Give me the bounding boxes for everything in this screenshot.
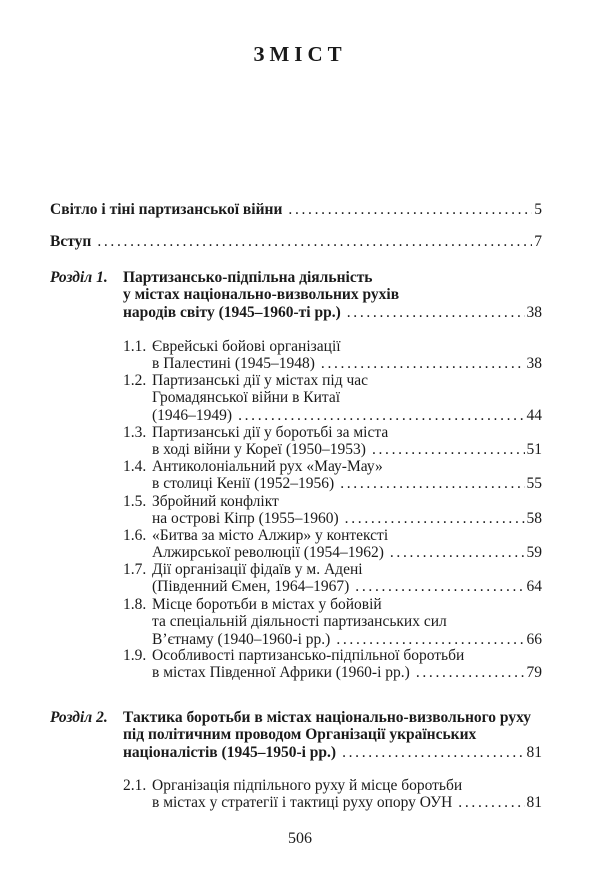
entry-title-line: Партизансько-підпільна діяльність (123, 269, 373, 286)
toc-entry-foreword[interactable] (50, 201, 542, 218)
dot-leader (321, 355, 525, 372)
entry-page: 55 (526, 475, 542, 493)
entry-page: 81 (526, 794, 542, 812)
entry-page: 66 (526, 630, 542, 648)
section-number: 1.6. (123, 527, 147, 544)
section-number: 1.3. (123, 424, 147, 441)
entry-title-line: націоналістів (1945–1950-і рр.) (123, 743, 337, 761)
section-number: 1.9. (123, 647, 147, 664)
entry-title-line: В’єтнаму (1940–1960-і рр.) (152, 630, 331, 648)
entry-title-line: Особливості партизансько-підпільної боротьби (152, 647, 465, 664)
dot-leader (238, 407, 524, 424)
toc-entry-introduction[interactable] (50, 233, 542, 250)
entry-title-line: Дії організації фідаїв у м. Адені (152, 561, 363, 578)
dot-leader (288, 201, 532, 218)
entry-title-line: Партизанські дії у боротьбі за міста (152, 424, 389, 441)
section-number: 1.4. (123, 458, 147, 475)
entry-page: 59 (526, 544, 542, 562)
entry-title-line: та спеціальній діяльності партизанських сил (152, 613, 447, 631)
entry-title-line: Організація підпільного руху й місце боротьби (152, 777, 463, 794)
dot-leader (372, 441, 525, 458)
entry-title-line: під політичним проводом Організації українських (123, 726, 477, 744)
section-number: 1.1. (123, 338, 147, 355)
entry-title-line: «Битва за місто Алжир» у контексті (152, 527, 389, 544)
entry-title-line: на острові Кіпр (1955–1960) (152, 510, 339, 528)
dot-leader (458, 794, 524, 811)
entry-title-line: у містах національно-визвольних рухів (123, 286, 400, 304)
dot-leader (340, 475, 524, 492)
entry-page: 38 (526, 303, 542, 321)
toc-chapter-2[interactable] (50, 709, 542, 769)
section-number: 1.5. (123, 493, 147, 510)
section-number: 1.7. (123, 561, 147, 578)
dot-leader (336, 631, 524, 648)
entry-page: 38 (526, 355, 542, 373)
entry-title-line: в містах у стратегії і тактиці руху опору ОУН (152, 794, 453, 812)
dot-leader (342, 744, 524, 761)
dot-leader (390, 544, 525, 561)
section-number: 2.1. (123, 777, 147, 794)
entry-title-line: Громадянської війни в Китаї (152, 389, 341, 407)
entry-title-line: Алжирської революції (1954–1962) (152, 544, 384, 562)
dot-leader (97, 233, 532, 250)
dot-leader (355, 578, 524, 595)
entry-title-line: в ході війни у Кореї (1950–1953) (152, 441, 366, 459)
entry-title-line: народів світу (1945–1960-ті рр.) (123, 303, 341, 321)
entry-page: 5 (534, 201, 542, 218)
entry-title: Світло і тіні партизанської війни (50, 201, 283, 218)
entry-title-line: Місце боротьби в містах у бойовій (152, 596, 382, 613)
entry-title-line: в містах Південної Африки (1960-і рр.) (152, 664, 410, 682)
dot-leader (345, 510, 525, 527)
dot-leader (416, 664, 525, 681)
entry-page: 44 (526, 406, 542, 424)
dot-leader (347, 304, 525, 321)
section-number: 1.8. (123, 596, 147, 613)
entry-title-line: Єврейські бойові організації (152, 338, 341, 355)
entry-page: 81 (526, 743, 542, 761)
entry-title-line: Партизанські дії у містах під час (152, 372, 369, 389)
section-number: 1.2. (123, 372, 147, 389)
entry-page: 64 (526, 578, 542, 596)
entry-title-line: (1946–1949) (152, 406, 233, 424)
entry-title-line: Антиколоніальний рух «Мау-Мау» (152, 458, 383, 475)
entry-title-line: Тактика боротьби в містах національно-визвольного руху (123, 709, 531, 726)
chapter-label: Розділ 2. (50, 709, 108, 726)
entry-title-line: в столиці Кенії (1952–1956) (152, 475, 335, 493)
entry-page: 7 (534, 233, 542, 250)
chapter-label: Розділ 1. (50, 269, 108, 286)
entry-title-line: Збройний конфлікт (152, 493, 279, 510)
page-title: ЗМІСТ (253, 42, 347, 66)
entry-title-line: в Палестині (1945–1948) (152, 355, 315, 373)
entry-title-line: (Південний Ємен, 1964–1967) (152, 578, 350, 596)
page-number: 506 (288, 830, 312, 847)
entry-page: 79 (526, 664, 542, 682)
entry-page: 58 (526, 510, 542, 528)
toc-chapter-1[interactable] (50, 269, 542, 329)
entry-page: 51 (526, 441, 542, 459)
entry-title: Вступ (50, 233, 92, 250)
